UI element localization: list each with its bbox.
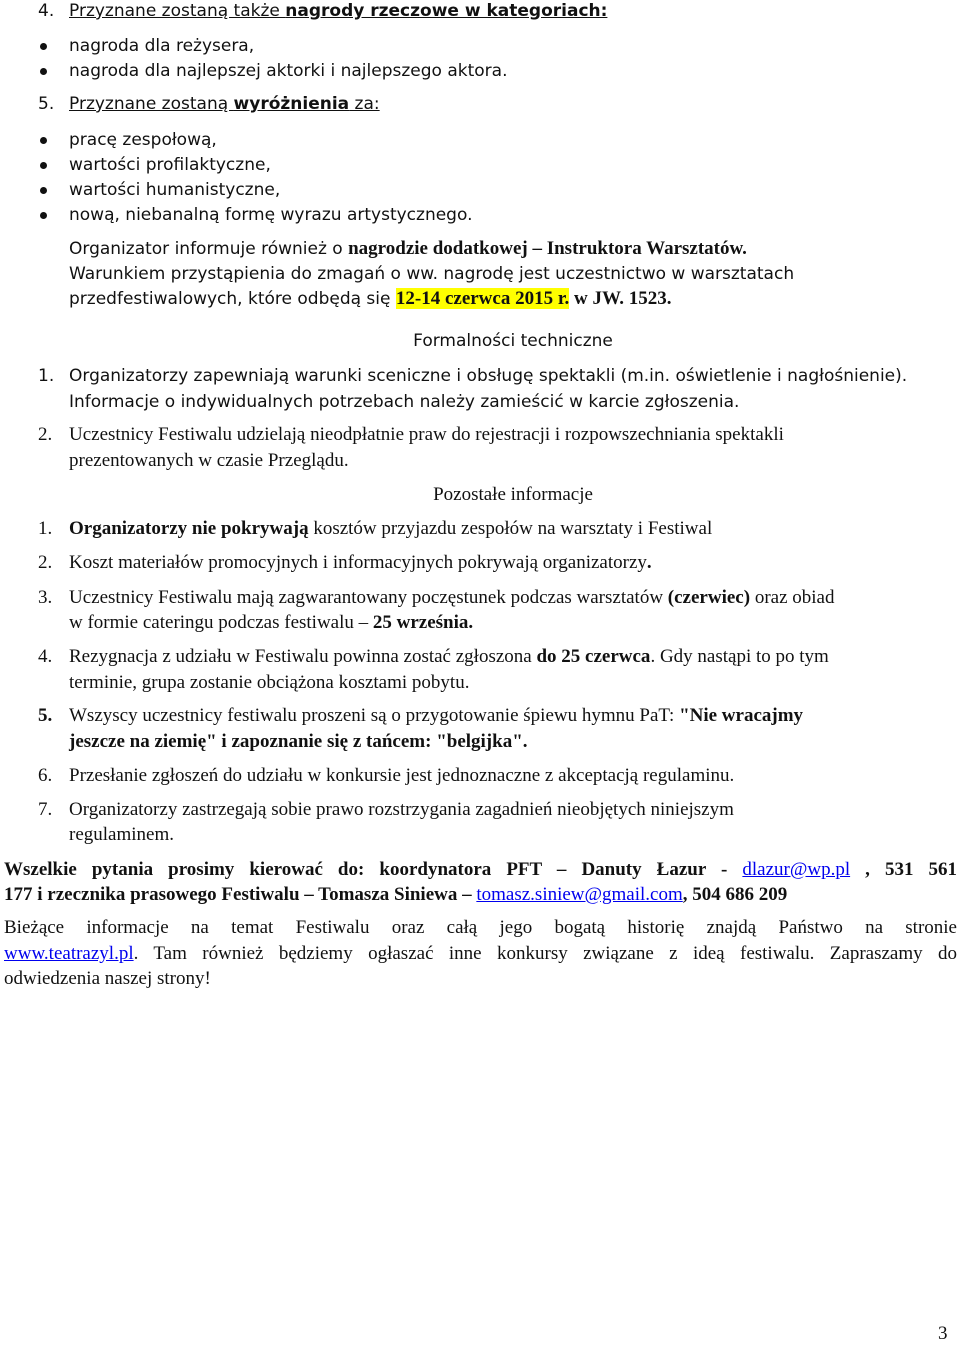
other-item-2-text: Koszt materiałów promocyjnych i informacyjnych pokrywają organizatorzy — [69, 552, 647, 573]
info-line-2-text: . Tam również będziemy ogłaszać inne konkursy związane z ideą festiwalu. Zapraszamy do — [133, 943, 957, 964]
other-item-1 — [69, 518, 712, 540]
other-item-2-number: 2. — [38, 552, 53, 573]
org-line-2: Warunkiem przystąpienia do zmagań o ww. nagrodę jest uczestnictwo w warsztatach — [69, 264, 795, 284]
org-line-3 — [69, 288, 672, 310]
list-item: pracę zespołową, — [69, 130, 217, 150]
tech-item-1-number: 1. — [38, 366, 55, 386]
other-item-3-l2-text: w formie cateringu podczas festiwalu – — [69, 612, 373, 633]
other-item-4-line-2: terminie, grupa zostanie obciążona kosztami pobytu. — [69, 672, 470, 693]
other-item-3-l2-bold: 25 września. — [372, 612, 474, 633]
other-item-3-bold: (czerwiec) — [667, 587, 751, 608]
org-line-1-bold: nagrodzie dodatkowej – Instruktora Warsztatów. — [348, 238, 747, 259]
sec4-number: 4. — [38, 1, 55, 21]
list-item: wartości humanistyczne, — [69, 180, 281, 200]
other-item-7-line-1: Organizatorzy zastrzegają sobie prawo rozstrzygania zagadnień nieobjętych niniejszym — [69, 799, 734, 820]
info-line-3: odwiedzenia naszej strony! — [4, 968, 211, 989]
list-item: wartości profilaktyczne, — [69, 155, 271, 175]
other-item-5-line-1 — [69, 705, 803, 727]
section-heading-other: Pozostałe informacje — [433, 484, 593, 505]
info-line-1: Bieżące informacje na temat Festiwalu oraz całą jego bogatą historię znajdą Państwo na stronie — [4, 917, 957, 938]
sec5-heading-post: za: — [349, 94, 380, 114]
org-line-3-text: przedfestiwalowych, które odbędą się — [69, 289, 396, 309]
tech-item-1-line-2: Informacje o indywidualnych potrzebach należy zamieścić w karcie zgłoszenia. — [69, 392, 740, 412]
sec4-heading-bold: nagrody rzeczowe w kategoriach: — [285, 1, 608, 21]
bullet-icon — [40, 187, 47, 194]
other-item-3-line-2 — [69, 612, 473, 634]
other-item-5-line-2 — [69, 731, 528, 753]
other-item-5-number — [38, 705, 52, 727]
page-number: 3 — [938, 1323, 948, 1344]
sec5-heading — [69, 93, 380, 115]
list-item: nową, niebanalną formę wyrazu artystycznego. — [69, 205, 473, 225]
contact-line-1-text: Wszelkie pytania prosimy kierować do: koordynatora PFT – Danuty Łazur - — [4, 859, 743, 880]
other-item-5-number-text: 5. — [38, 705, 53, 726]
contact-line-2-text: 177 i rzecznika prasowego Festiwalu – Tomasza Siniewa – — [4, 884, 477, 905]
contact-line-2 — [4, 884, 787, 906]
list-item: nagroda dla najlepszej aktorki i najlepszego aktora. — [69, 61, 508, 81]
other-item-4-post: . Gdy nastąpi to po tym — [650, 646, 829, 667]
other-item-6: Przesłanie zgłoszeń do udziału w konkursie jest jednoznaczne z akceptacją regulaminu. — [69, 765, 735, 786]
org-date-highlight: 12-14 czerwca 2015 r. — [395, 288, 570, 309]
bullet-icon — [40, 68, 47, 75]
other-item-2 — [69, 552, 652, 574]
other-item-7-number: 7. — [38, 799, 53, 820]
section-heading-technical: Formalności techniczne — [413, 331, 613, 351]
bullet-icon — [40, 137, 47, 144]
other-item-7-line-2: regulaminem. — [69, 824, 174, 845]
other-item-4-line-1 — [69, 646, 829, 668]
other-item-2-dot: . — [646, 552, 652, 573]
other-item-3-post: oraz obiad — [750, 587, 835, 608]
sec5-heading-text: Przyznane zostaną — [69, 94, 234, 114]
other-item-1-text: kosztów przyjazdu zespołów na warsztaty i Festiwal — [308, 518, 713, 539]
bullet-icon — [40, 212, 47, 219]
email-link-coordinator[interactable]: dlazur@wp.pl — [742, 859, 851, 880]
other-item-4-bold: do 25 czerwca — [536, 646, 651, 667]
info-line-2 — [4, 942, 957, 966]
tech-item-1-line-1: Organizatorzy zapewniają warunki sceniczne i obsługę spektakli (m.in. oświetlenie i nagłośnienie). — [69, 366, 908, 386]
other-item-1-number: 1. — [38, 518, 53, 539]
other-item-3-text: Uczestnicy Festiwalu mają zagwarantowany poczęstunek podczas warsztatów — [69, 587, 668, 608]
other-item-5-bold: "Nie wracajmy — [679, 705, 804, 726]
contact-line-2-phone: , 504 686 209 — [682, 884, 788, 905]
contact-line-1-phone: , 531 561 — [850, 859, 958, 880]
sec4-heading-text: Przyznane zostaną także — [69, 1, 286, 21]
other-item-4-number: 4. — [38, 646, 53, 667]
contact-line-1 — [4, 858, 957, 882]
bullet-icon — [40, 162, 47, 169]
sec5-number: 5. — [38, 94, 55, 114]
org-line-1 — [69, 238, 747, 260]
org-line-1-text: Organizator informuje również o — [69, 239, 349, 259]
sec4-heading — [69, 0, 607, 22]
tech-item-2-line-2: prezentowanych w czasie Przeglądu. — [69, 450, 349, 471]
website-link[interactable]: www.teatrazyl.pl — [4, 943, 134, 964]
other-item-5-text: Wszyscy uczestnicy festiwalu proszeni są o przygotowanie śpiewu hymnu PaT: — [69, 705, 680, 726]
email-link-spokesperson[interactable]: tomasz.siniew@gmail.com — [476, 884, 683, 905]
tech-item-2-line-1: Uczestnicy Festiwalu udzielają nieodpłatnie praw do rejestracji i rozpowszechniania spektakli — [69, 424, 784, 445]
other-item-5-l2-bold: jeszcze na ziemię" i zapoznanie się z tańcem: "belgijka". — [69, 731, 528, 752]
other-item-3-line-1 — [69, 587, 834, 609]
sec5-heading-bold: wyróżnienia — [233, 94, 350, 114]
list-item: nagroda dla reżysera, — [69, 36, 255, 56]
other-item-3-number: 3. — [38, 587, 53, 608]
other-item-1-bold: Organizatorzy nie pokrywają — [69, 518, 309, 539]
tech-item-2-number: 2. — [38, 424, 53, 445]
org-line-3-post: w JW. 1523. — [569, 288, 672, 309]
other-item-6-number: 6. — [38, 765, 53, 786]
bullet-icon — [40, 43, 47, 50]
other-item-4-text: Rezygnacja z udziału w Festiwalu powinna zostać zgłoszona — [69, 646, 537, 667]
